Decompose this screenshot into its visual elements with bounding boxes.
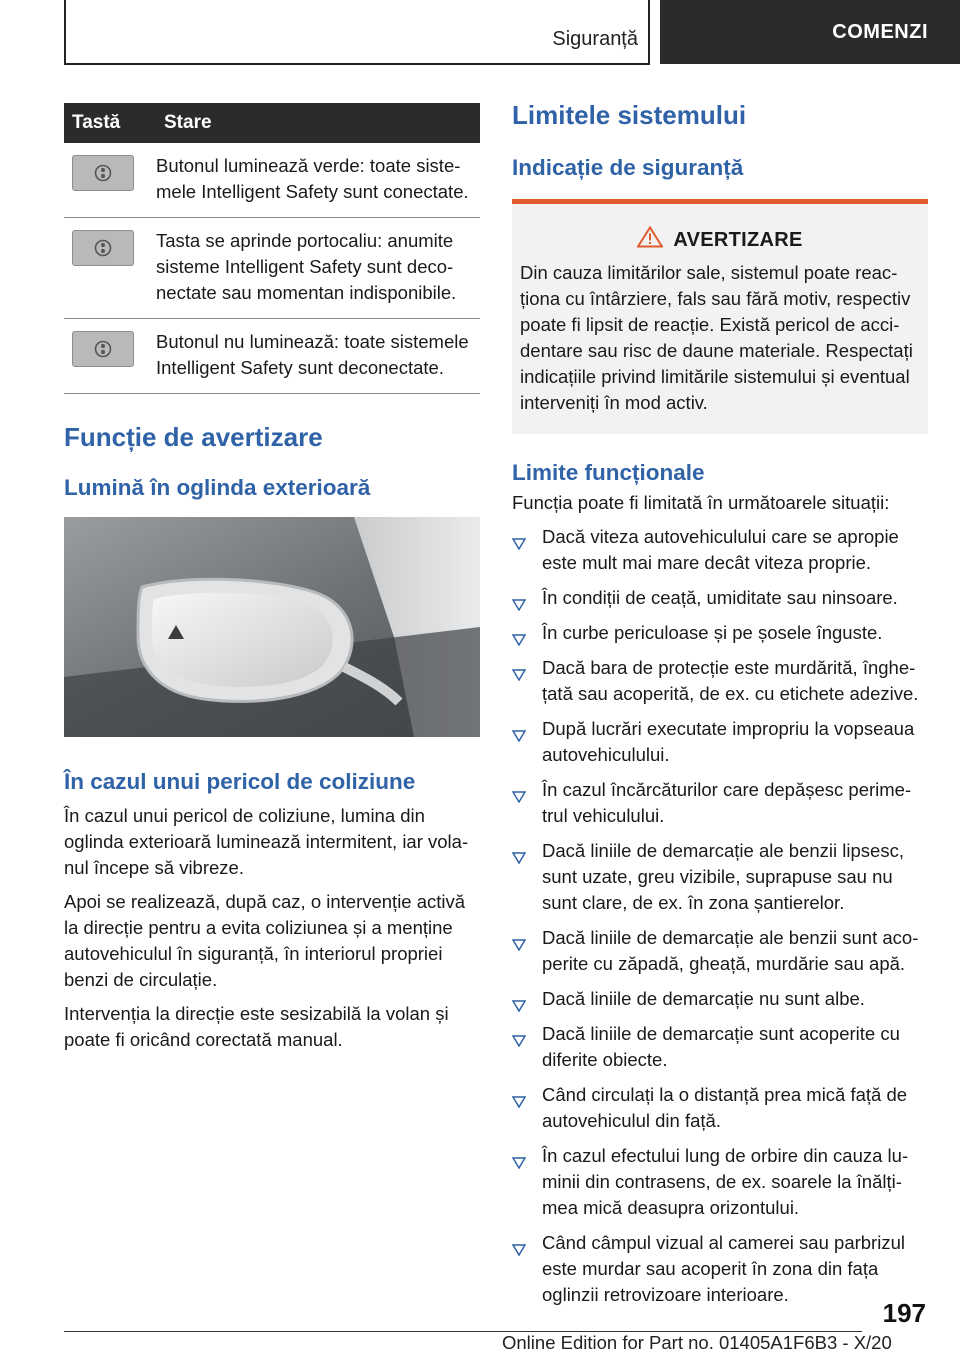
list-item: În cazul încărcăturilor care depășesc perimetrul vehiculului. bbox=[512, 777, 928, 829]
key-state-table bbox=[64, 103, 480, 394]
key-column-header: Tastă bbox=[64, 103, 156, 143]
table-row bbox=[64, 143, 480, 218]
header-chapter-tab[interactable]: COMENZI bbox=[660, 0, 960, 64]
table-row bbox=[64, 319, 480, 394]
table-row bbox=[64, 218, 480, 319]
triangle-bullet-icon bbox=[512, 627, 526, 653]
page-number: 197 bbox=[882, 1298, 926, 1328]
list-item: Când circulați la o distanță prea mică față de autovehiculul din față. bbox=[512, 1082, 928, 1134]
state-column-header: Stare bbox=[156, 103, 480, 143]
table-cell-state: Butonul luminează verde: toate sistemele Intelligent Safety sunt conectate. bbox=[156, 143, 480, 218]
list-item: După lucrări executate impropriu la vopseaua autovehiculului. bbox=[512, 716, 928, 768]
triangle-bullet-icon bbox=[512, 1150, 526, 1176]
functional-limits-heading: Limite funcționale bbox=[512, 460, 705, 485]
warning-title: AVERTIZARE bbox=[673, 228, 803, 251]
collision-paragraph: În cazul unui pericol de coliziune, lumina din oglinda exterioară luminează intermitent, iar volanul începe să vibreze. bbox=[64, 805, 469, 878]
exterior-mirror-photo bbox=[64, 517, 480, 737]
intelligent-safety-key-icon bbox=[72, 331, 134, 367]
list-item: În cazul efectului lung de orbire din cauza luminii din contrasens, de ex. soarele la înălțimea mică deasupra orizontului. bbox=[512, 1143, 928, 1221]
warning-box bbox=[512, 199, 928, 434]
triangle-bullet-icon bbox=[512, 723, 526, 749]
triangle-bullet-icon bbox=[512, 1089, 526, 1115]
functional-limits-intro: Funcția poate fi limitată în următoarele situații: bbox=[512, 492, 890, 513]
triangle-bullet-icon bbox=[512, 1028, 526, 1054]
list-item: Dacă liniile de demarcație ale benzii lipsesc, sunt uzate, greu vizibile, suprapuse sau nu sunt clare, de ex. în zona șantierelor. bbox=[512, 838, 928, 916]
collision-danger-heading: În cazul unui pericol de coliziune bbox=[64, 769, 416, 794]
warning-triangle-icon bbox=[637, 226, 663, 254]
warning-function-heading: Funcție de avertizare bbox=[64, 422, 323, 452]
right-column bbox=[512, 100, 928, 1317]
intelligent-safety-key-icon bbox=[72, 155, 134, 191]
triangle-bullet-icon bbox=[512, 1237, 526, 1263]
mirror-light-heading: Lumină în oglinda exterioară bbox=[64, 475, 371, 500]
header-frame-right bbox=[648, 0, 650, 64]
triangle-bullet-icon bbox=[512, 592, 526, 618]
safety-note-heading: Indicație de siguranță bbox=[512, 155, 744, 180]
key-table-header bbox=[64, 103, 480, 143]
table-cell-state: Butonul nu luminează: toate sistemele Intelligent Safety sunt deconectate. bbox=[156, 319, 480, 394]
header-section-title: Siguranță bbox=[552, 28, 638, 50]
list-item: Dacă bara de protecție este murdărită, înghețată sau acoperită, de ex. cu etichete adezive. bbox=[512, 655, 928, 707]
footer-edition-text: Online Edition for Part no. 01405A1F6B3 - X/20 bbox=[502, 1332, 892, 1353]
list-item: Dacă liniile de demarcație ale benzii sunt acoperite cu zăpadă, gheață, murdărie sau apă. bbox=[512, 925, 928, 977]
triangle-bullet-icon bbox=[512, 993, 526, 1019]
header-frame-bottom bbox=[64, 63, 650, 65]
table-cell-state: Tasta se aprinde portocaliu: anumite sisteme Intelligent Safety sunt deconectate sau momentan indisponibile. bbox=[156, 218, 480, 319]
list-item: În condiții de ceață, umiditate sau ninsoare. bbox=[512, 585, 928, 611]
intelligent-safety-key-icon bbox=[72, 230, 134, 266]
functional-limits-list bbox=[512, 524, 928, 1308]
collision-paragraph: Intervenția la direcție este sesizabilă la volan și poate fi oricând corectată manual. bbox=[64, 1003, 449, 1050]
list-item: Dacă viteza autovehiculului care se apropie este mult mai mare decât viteza proprie. bbox=[512, 524, 928, 576]
collision-paragraph: Apoi se realizează, după caz, o intervenție activă la direcție pentru a evita coliziunea și a menține autovehiculul în siguranță, în interiorul propriei benzi de circulație. bbox=[64, 891, 466, 990]
header-frame-left bbox=[64, 0, 66, 64]
system-limits-heading: Limitele sistemului bbox=[512, 100, 747, 130]
triangle-bullet-icon bbox=[512, 932, 526, 958]
warning-text: Din cauza limitărilor sale, sistemul poate reacționa cu întârziere, fals sau fără motiv, respectiv poate fi lipsit de reacție. Există pericol de accidentare sau risc de daune materiale. Respectați indicațiile privind limitările sistemului și eventual interveniți în mod activ. bbox=[520, 262, 913, 413]
list-item: Când câmpul vizual al camerei sau parbrizul este murdar sau acoperit în zona din fața oglinzii retrovizoare interioare. bbox=[512, 1230, 928, 1308]
triangle-bullet-icon bbox=[512, 784, 526, 810]
triangle-bullet-icon bbox=[512, 845, 526, 871]
list-item: Dacă liniile de demarcație sunt acoperite cu diferite obiecte. bbox=[512, 1021, 928, 1073]
left-column bbox=[64, 103, 480, 1061]
list-item: Dacă liniile de demarcație nu sunt albe. bbox=[512, 986, 928, 1012]
triangle-bullet-icon bbox=[512, 531, 526, 557]
list-item: În curbe periculoase și pe șosele înguste. bbox=[512, 620, 928, 646]
triangle-bullet-icon bbox=[512, 662, 526, 688]
